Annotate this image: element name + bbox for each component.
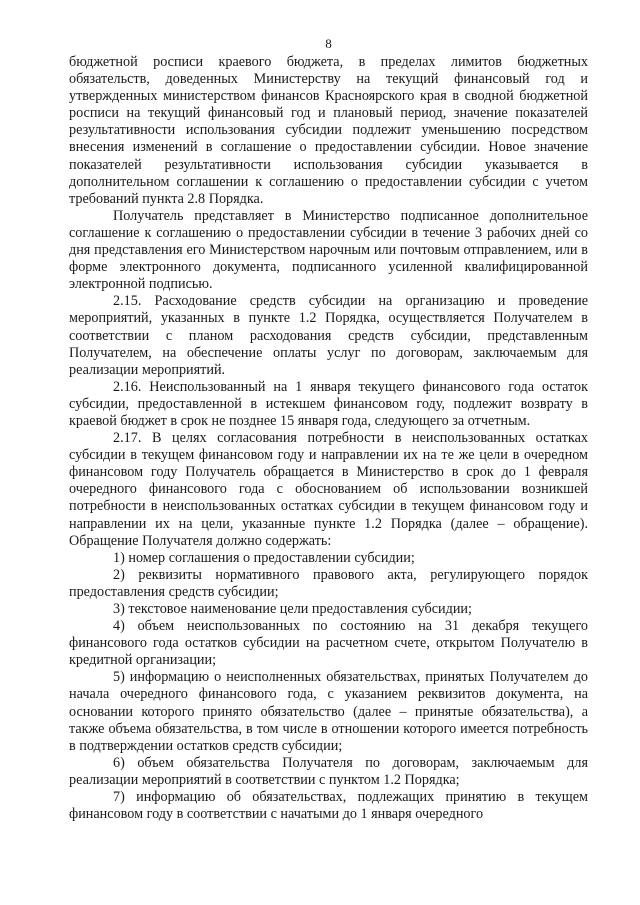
list-item-4: 4) объем неиспользованных по состоянию на 31 декабря текущего финансового года остатков субсидии на расчетном счете, открытом Получателю в кредитной организации; bbox=[69, 618, 588, 669]
paragraph-4: 2.16. Неиспользованный на 1 января текущего финансового года остаток субсидии, предоставленной в истекшем финансовом году, подлежит возврату в краевой бюджет в срок не позднее 15 января года, следующего за отчетным. bbox=[69, 378, 588, 429]
paragraph-5: 2.17. В целях согласования потребности в неиспользованных остатках субсидии в текущем финансовом году и направлении их на те же цели в очередном финансовом году Получатель обращается в Министерство в срок до 1 февраля очередного финансового года с обоснованием об использовании возникшей потребности в неиспользованных остатках субсидии в текущем финансовом году и направлении их на цели, указанные пункте 1.2 Порядка (далее – обращение). Обращение Получателя должно содержать: bbox=[69, 430, 588, 549]
paragraph-3: 2.15. Расходование средств субсидии на организацию и проведение мероприятий, указанных в пункте 1.2 Порядка, осуществляется Получателем в соответствии с планом расходования средств субсидии, представленным Получателем, на обеспечение оплаты услуг по договорам, заключаемым для реализации мероприятий. bbox=[69, 293, 588, 378]
list-item-6: 6) объем обязательства Получателя по договорам, заключаемым для реализации мероприятий в соответствии с пунктом 1.2 Порядка; bbox=[69, 754, 588, 788]
list-item-5: 5) информацию о неисполненных обязательствах, принятых Получателем до начала очередного финансового года, с указанием реквизитов документа, на основании которого принято обязательство (далее – принятые обязательства), а также объема обязательства, в том числе в отношении которого имеется потребность в подтверждении остатков средств субсидии; bbox=[69, 669, 588, 754]
list-item-2: 2) реквизиты нормативного правового акта, регулирующего порядок предоставления средств субсидии; bbox=[69, 566, 588, 600]
page-number: 8 bbox=[325, 36, 332, 51]
list-item-3: 3) текстовое наименование цели предоставления субсидии; bbox=[113, 601, 472, 617]
list-item-1: 1) номер соглашения о предоставлении субсидии; bbox=[113, 549, 415, 566]
document-body bbox=[69, 54, 588, 823]
paragraph-2: Получатель представляет в Министерство подписанное дополнительное соглашение к соглашению о предоставлении субсидии в течение 3 рабочих дней со дня представления его Министерством нарочным или почтовым отправлением, или в форме электронного документа, подписанного усиленной квалифицированной электронной подписью. bbox=[69, 207, 588, 293]
list-item-7: 7) информацию об обязательствах, подлежащих принятию в текущем финансовом году в соответствии с начатыми до 1 января очередного bbox=[69, 789, 588, 823]
paragraph-1: бюджетной росписи краевого бюджета, в пределах лимитов бюджетных обязательств, доведенных Министерству на текущий финансовый год и утвержденных министерством финансов Красноярского края в сводной бюджетной росписи на текущий финансовый год и плановый период, значение показателей результативности использования субсидии подлежит уменьшению посредством внесения изменений в соглашение о предоставлении субсидии. Новое значение показателей результативности использования субсидии указывается в дополнительном соглашении к соглашению о предоставлении субсидии с учетом требований пункта 2.8 Порядка. bbox=[69, 54, 588, 207]
